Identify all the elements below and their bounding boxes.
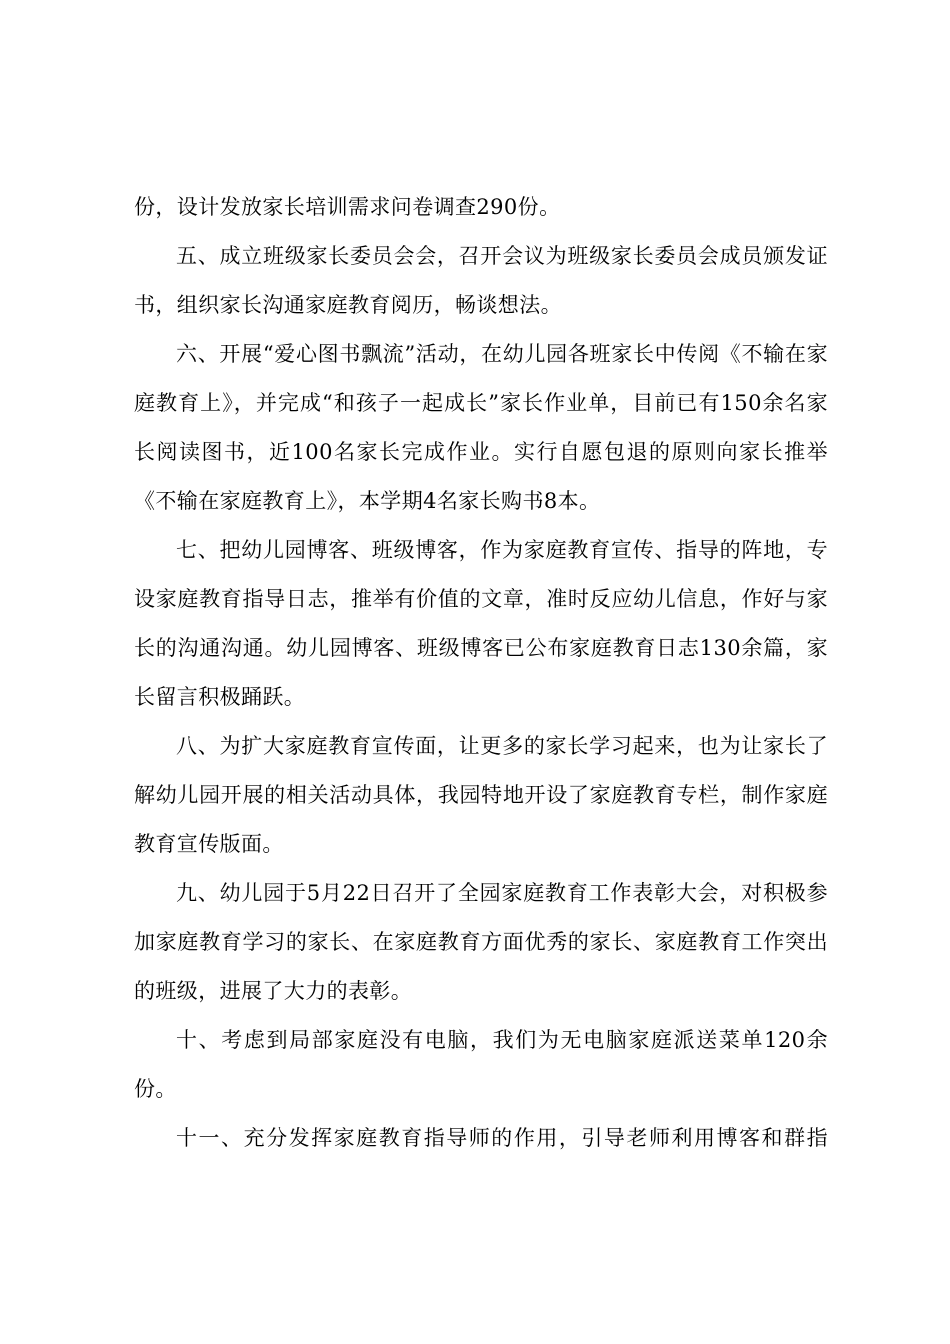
paragraph-item-9: 九、幼儿园于5月22日召开了全园家庭教育工作表彰大会，对积极参加家庭教育学习的家长、在家庭教育方面优秀的家长、家庭教育工作突出的班级，进展了大力的表彰。 [134, 881, 828, 1003]
paragraph-item-6: 六、开展“爱心图书飘流”活动，在幼儿园各班家长中传阅《不输在家庭教育上》，并完成“和孩子一起成长”家长作业单，目前已有150余名家长阅读图书，近100名家长完成作业。实行自愿包退的原则向家长推举《不输在家庭教育上》，本学期4名家长购书8本。 [134, 342, 828, 513]
paragraph-continuation: 份，设计发放家长培训需求问卷调查290份。 [134, 195, 561, 219]
paragraph-item-8: 八、为扩大家庭教育宣传面，让更多的家长学习起来，也为让家长了解幼儿园开展的相关活动具体，我园特地开设了家庭教育专栏，制作家庭教育宣传版面。 [134, 734, 828, 856]
paragraph-item-5: 五、成立班级家长委员会会，召开会议为班级家长委员会成员颁发证书，组织家长沟通家庭教育阅历，畅谈想法。 [134, 244, 828, 317]
document-body [134, 183, 828, 1163]
paragraph-item-11: 十一、充分发挥家庭教育指导师的作用，引导老师利用博客和群指 [176, 1126, 828, 1150]
paragraph-item-7: 七、把幼儿园博客、班级博客，作为家庭教育宣传、指导的阵地，专设家庭教育指导日志，推举有价值的文章，准时反应幼儿信息，作好与家长的沟通沟通。幼儿园博客、班级博客已公布家庭教育日志130余篇，家长留言积极踊跃。 [134, 538, 828, 709]
paragraph-item-10: 十、考虑到局部家庭没有电脑，我们为无电脑家庭派送菜单120余份。 [134, 1028, 828, 1101]
